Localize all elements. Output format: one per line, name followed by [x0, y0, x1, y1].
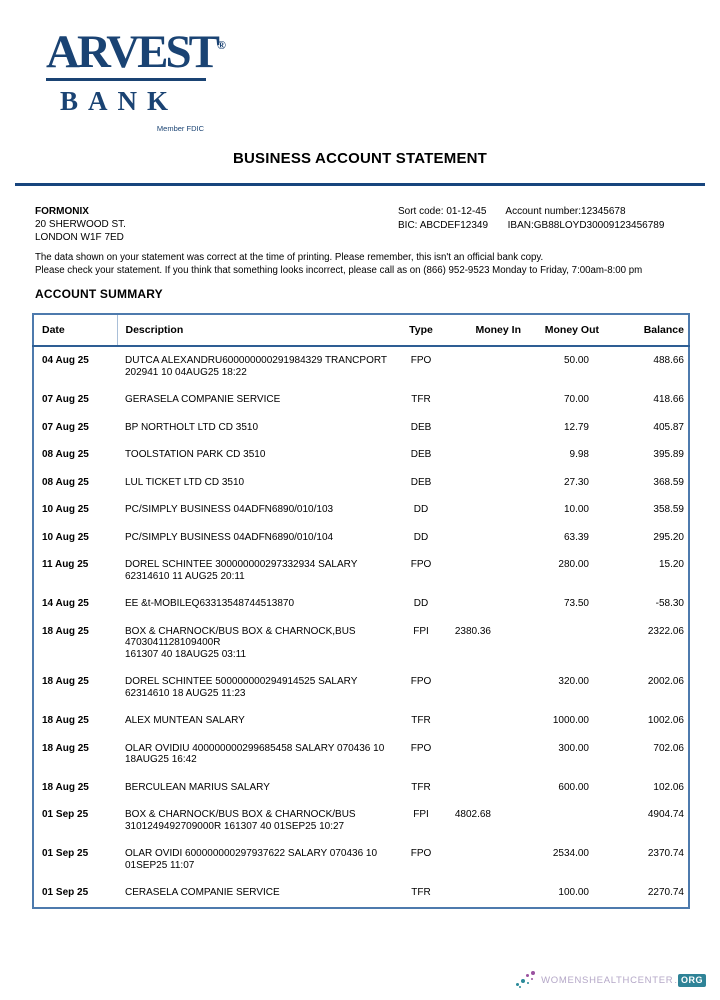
- table-row: [33, 441, 689, 469]
- recipient-name: FORMONIX: [35, 206, 89, 217]
- txn-type: FPO: [410, 848, 432, 859]
- column-header-money-in: Money In: [449, 314, 525, 346]
- statement-table: [32, 313, 690, 909]
- txn-balance: 405.87: [653, 421, 684, 433]
- txn-money-out: 70.00: [563, 394, 589, 405]
- txn-description: DUTCA ALEXANDRU600000000291984329 TRANCPORT 202941 10 04AUG25 18:22: [125, 355, 387, 378]
- txn-money-out: 27.30: [563, 476, 589, 488]
- table-row: [33, 774, 689, 802]
- table-row: [33, 414, 689, 442]
- txn-money-out: 100.00: [558, 887, 589, 898]
- bank-logo: [46, 26, 226, 134]
- txn-description: BP NORTHOLT LTD CD 3510: [125, 421, 259, 433]
- bic-label: BIC:: [398, 219, 418, 231]
- table-row: [33, 879, 689, 908]
- txn-money-in: [449, 524, 525, 552]
- txn-type: DEB: [410, 449, 432, 460]
- table-row: [33, 735, 689, 774]
- txn-balance: 2002.06: [647, 676, 684, 687]
- disclaimer-line2: Please check your statement. If you think that something looks incorrect, please call as on (866) 952-9523 Monday to Friday, 7:00am-8:00 pm: [35, 265, 643, 277]
- txn-balance: 358.59: [653, 504, 684, 515]
- txn-type: DD: [413, 504, 429, 515]
- table-row: [33, 840, 689, 879]
- watermark-org-badge: ORG: [678, 974, 706, 987]
- txn-money-in: [449, 707, 525, 735]
- bank-logo-wordmark: [46, 26, 226, 78]
- table-row: [33, 551, 689, 590]
- txn-description: BERCULEAN MARIUS SALARY: [125, 781, 270, 793]
- txn-type: DD: [413, 531, 429, 543]
- txn-balance: 102.06: [653, 781, 684, 793]
- txn-type: FPI: [413, 625, 429, 637]
- watermark: [516, 970, 706, 990]
- sort-code-label: Sort code:: [398, 206, 444, 217]
- watermark-separator: .: [674, 974, 677, 986]
- txn-date: 01 Sep 25: [42, 848, 89, 859]
- txn-description: PC/SIMPLY BUSINESS 04ADFN6890/010/104: [125, 531, 334, 543]
- txn-type: FPO: [410, 676, 432, 687]
- txn-money-out: [525, 618, 603, 669]
- txn-description: OLAR OVIDIU 400000000299685458 SALARY 070436 10 18AUG25 16:42: [125, 742, 385, 765]
- txn-type: DD: [413, 598, 429, 609]
- txn-description: PC/SIMPLY BUSINESS 04ADFN6890/010/103: [125, 504, 334, 515]
- txn-date: 07 Aug 25: [42, 421, 89, 433]
- txn-date: 01 Sep 25: [42, 887, 89, 898]
- txn-date: 18 Aug 25: [42, 625, 89, 637]
- txn-money-out: 10.00: [563, 504, 589, 515]
- txn-type: FPO: [410, 355, 432, 366]
- txn-money-in: [449, 840, 525, 879]
- txn-type: DEB: [410, 421, 432, 433]
- txn-money-out: 9.98: [569, 449, 589, 460]
- recipient-address-line2: LONDON W1F 7ED: [35, 232, 124, 243]
- table-row: [33, 590, 689, 618]
- txn-balance: 2322.06: [647, 625, 684, 637]
- txn-balance: 418.66: [653, 394, 684, 405]
- table-row: [33, 618, 689, 669]
- txn-balance: -58.30: [655, 598, 684, 609]
- account-info-line2: [398, 219, 664, 233]
- watermark-text: WOMENSHEALTHCENTER: [541, 974, 674, 986]
- title-divider: [15, 183, 705, 186]
- txn-description: BOX & CHARNOCK/BUS BOX & CHARNOCK/BUS 3101249492709000R 161307 40 01SEP25 10:27: [125, 809, 356, 832]
- account-summary-heading: ACCOUNT SUMMARY: [35, 287, 163, 301]
- statement-table-body: [33, 346, 689, 908]
- txn-date: 11 Aug 25: [42, 559, 89, 570]
- txn-money-in: [449, 735, 525, 774]
- txn-balance: 2270.74: [647, 887, 684, 898]
- txn-money-in: [449, 551, 525, 590]
- txn-type: TFR: [411, 394, 431, 405]
- txn-balance: 1002.06: [647, 715, 684, 726]
- txn-description: GERASELA COMPANIE SERVICE: [125, 394, 281, 405]
- bank-name: ARVEST: [46, 26, 218, 78]
- table-row: [33, 469, 689, 497]
- txn-money-out: [525, 801, 603, 840]
- logo-divider: [46, 78, 206, 81]
- account-number-label: Account number:: [505, 206, 582, 217]
- txn-description: BOX & CHARNOCK/BUS BOX & CHARNOCK,BUS 4703041128109400R 161307 40 18AUG25 03:11: [125, 625, 356, 660]
- txn-money-out: 2534.00: [552, 848, 589, 859]
- txn-date: 10 Aug 25: [42, 531, 89, 543]
- txn-money-in: [449, 414, 525, 442]
- txn-type: FPI: [413, 809, 429, 820]
- txn-money-in: [449, 590, 525, 618]
- txn-description: ALEX MUNTEAN SALARY: [125, 715, 245, 726]
- txn-date: 18 Aug 25: [42, 715, 89, 726]
- txn-description: CERASELA COMPANIE SERVICE: [125, 887, 280, 898]
- bank-logo-subtitle: BANK: [60, 86, 179, 117]
- recipient-address-line1: 20 SHERWOOD ST.: [35, 219, 126, 230]
- txn-description: EE &t-MOBILEQ63313548744513870: [125, 598, 295, 609]
- txn-type: TFR: [411, 715, 431, 726]
- table-row: [33, 346, 689, 386]
- txn-balance: 702.06: [653, 742, 684, 754]
- txn-date: 08 Aug 25: [42, 449, 89, 460]
- txn-money-in: [449, 469, 525, 497]
- disclaimer-line1: The data shown on your statement was correct at the time of printing. Please remember, this isn't an official bank copy.: [35, 252, 544, 263]
- member-fdic-label: Member FDIC: [156, 124, 204, 134]
- txn-money-in: [449, 346, 525, 386]
- table-row: [33, 386, 689, 414]
- txn-date: 07 Aug 25: [42, 394, 89, 405]
- txn-money-out: 600.00: [558, 781, 589, 793]
- txn-type: FPO: [410, 742, 432, 754]
- txn-balance: 488.66: [653, 355, 684, 366]
- txn-money-in: [449, 668, 525, 707]
- txn-money-in: [449, 441, 525, 469]
- disclaimer: [35, 251, 642, 277]
- txn-date: 10 Aug 25: [42, 504, 89, 515]
- column-header-money-out: Money Out: [525, 314, 603, 346]
- iban-value: GB88LOYD30009123456789: [533, 219, 665, 231]
- txn-date: 08 Aug 25: [42, 476, 89, 488]
- dots-logo-icon: [516, 970, 538, 990]
- txn-money-in: [449, 386, 525, 414]
- txn-description: DOREL SCHINTEE 500000000294914525 SALARY 62314610 18 AUG25 11:23: [125, 676, 358, 699]
- txn-description: DOREL SCHINTEE 300000000297332934 SALARY 62314610 11 AUG25 20:11: [125, 559, 358, 582]
- iban-label: IBAN:: [507, 219, 534, 231]
- account-info: [398, 205, 664, 232]
- table-row: [33, 524, 689, 552]
- txn-money-in: 4802.68: [454, 809, 491, 820]
- txn-type: DEB: [410, 476, 432, 488]
- txn-date: 01 Sep 25: [42, 809, 89, 820]
- txn-money-in: 2380.36: [454, 625, 491, 637]
- txn-money-in: [449, 774, 525, 802]
- txn-type: FPO: [410, 559, 432, 570]
- account-info-line1: [398, 205, 664, 219]
- sort-code-value: 01-12-45: [446, 206, 487, 217]
- bic-value: ABCDEF12349: [419, 219, 489, 231]
- txn-description: LUL TICKET LTD CD 3510: [125, 476, 245, 488]
- table-row: [33, 496, 689, 524]
- txn-money-out: 280.00: [558, 559, 589, 570]
- table-row: [33, 668, 689, 707]
- txn-date: 18 Aug 25: [42, 781, 89, 793]
- txn-date: 18 Aug 25: [42, 676, 89, 687]
- txn-balance: 368.59: [653, 476, 684, 488]
- txn-money-out: 320.00: [558, 676, 589, 687]
- txn-money-in: [449, 496, 525, 524]
- txn-money-out: 1000.00: [552, 715, 589, 726]
- txn-money-out: 73.50: [563, 598, 589, 609]
- account-number-value: 12345678: [581, 206, 626, 217]
- column-header-description: Description: [117, 314, 393, 346]
- txn-money-out: 63.39: [563, 531, 589, 543]
- txn-money-out: 50.00: [563, 355, 589, 366]
- page-title: BUSINESS ACCOUNT STATEMENT: [232, 150, 488, 167]
- txn-date: 04 Aug 25: [42, 355, 89, 366]
- txn-money-out: 300.00: [558, 742, 589, 754]
- txn-balance: 4904.74: [647, 809, 684, 820]
- txn-description: OLAR OVIDI 600000000297937622 SALARY 070436 10 01SEP25 11:07: [125, 848, 378, 871]
- statement-table-header: [33, 314, 689, 346]
- column-header-balance: Balance: [603, 314, 689, 346]
- txn-money-out: 12.79: [563, 421, 589, 433]
- registered-trademark-icon: ®: [217, 38, 226, 52]
- txn-money-in: [449, 879, 525, 908]
- table-row: [33, 801, 689, 840]
- txn-date: 18 Aug 25: [42, 742, 89, 754]
- txn-balance: 295.20: [653, 531, 684, 543]
- txn-balance: 15.20: [658, 559, 684, 570]
- recipient-address: [35, 205, 126, 244]
- txn-type: TFR: [411, 781, 431, 793]
- txn-date: 14 Aug 25: [42, 598, 89, 609]
- txn-type: TFR: [411, 887, 431, 898]
- txn-description: TOOLSTATION PARK CD 3510: [125, 449, 266, 460]
- table-row: [33, 707, 689, 735]
- column-header-type: Type: [393, 314, 449, 346]
- txn-balance: 395.89: [653, 449, 684, 460]
- txn-balance: 2370.74: [647, 848, 684, 859]
- column-header-date: Date: [33, 314, 117, 346]
